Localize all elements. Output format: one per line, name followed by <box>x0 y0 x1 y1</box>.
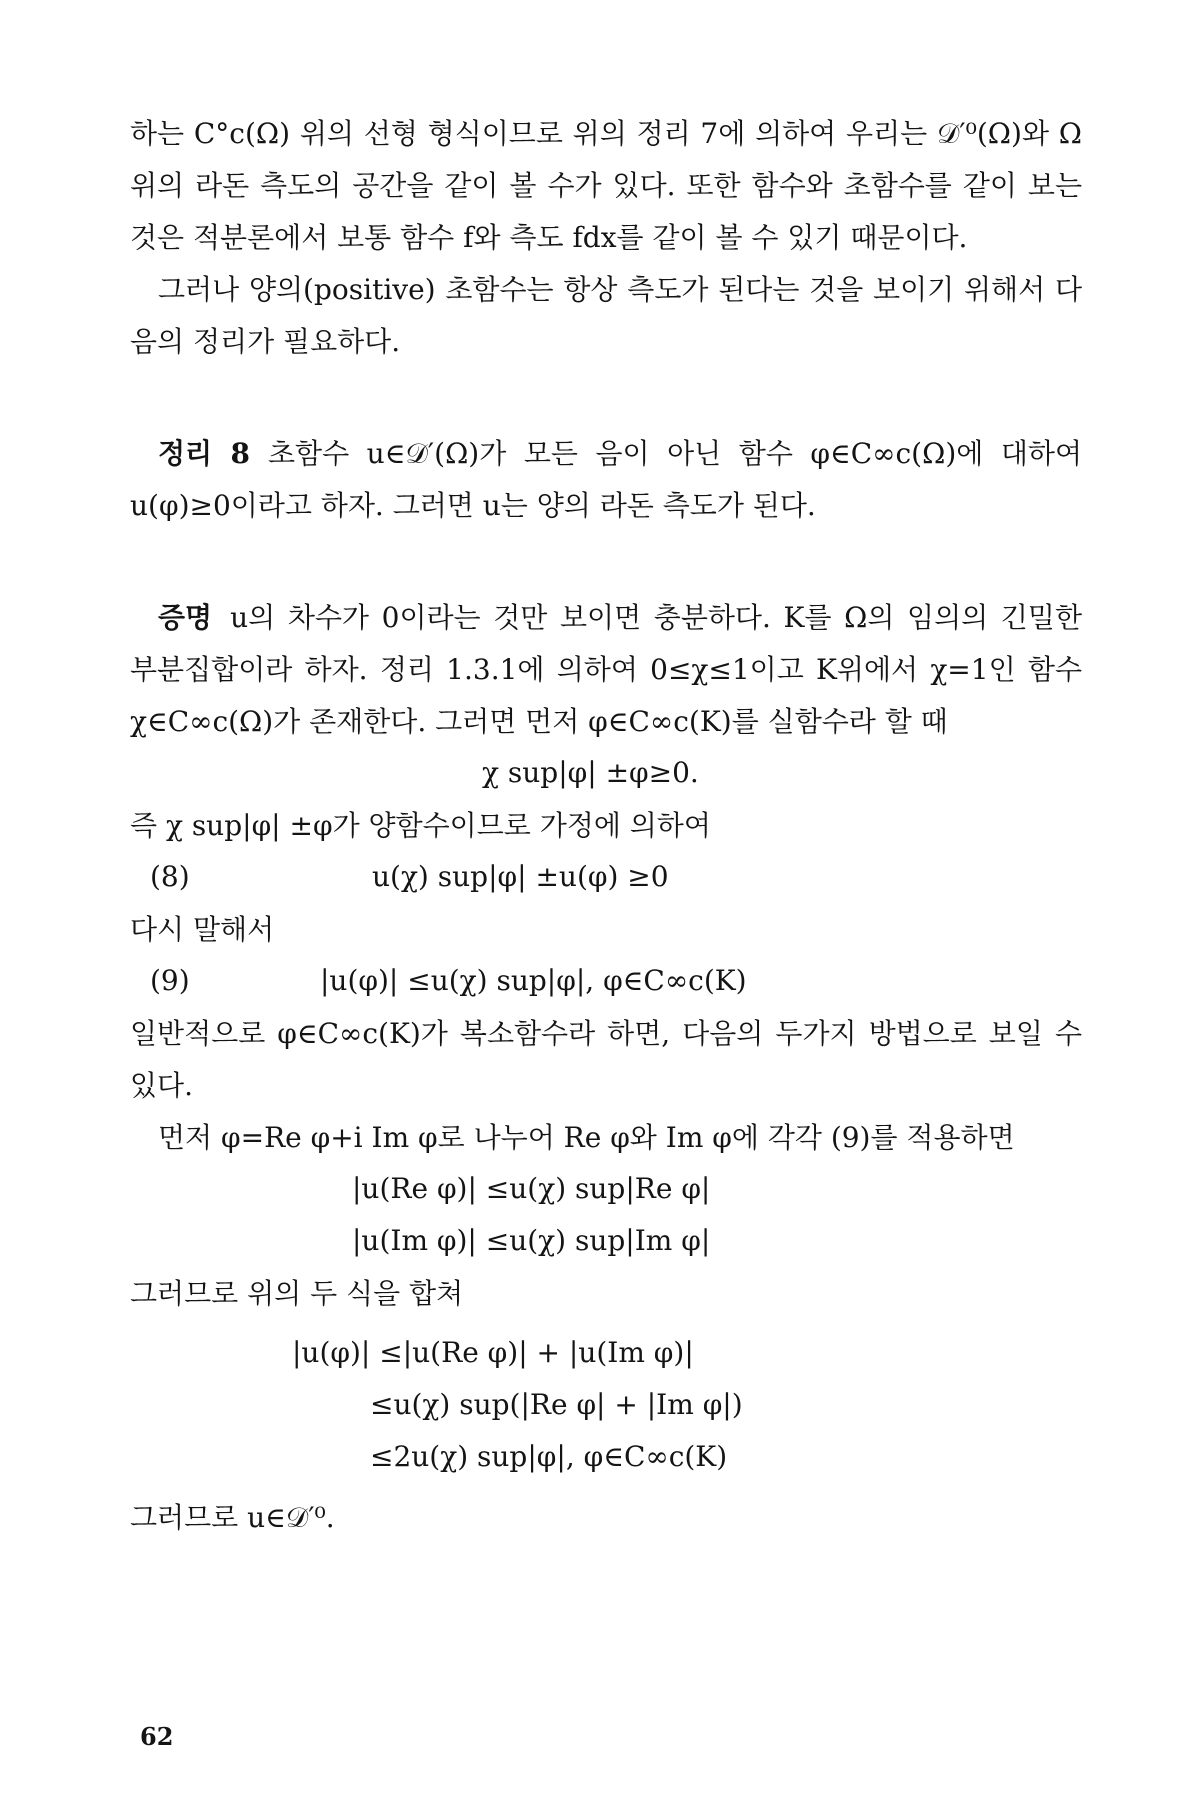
proof-text-1: u의 차수가 0이라는 것만 보이면 충분하다. K를 Ω의 임의의 긴밀한 부분집합이라 하자. 정리 1.3.1에 의하여 0≤χ≤1이고 K위에서 χ=1인 함수 χ∈C∞c(Ω)가 존재한다. 그러면 먼저 φ∈C∞c(K)를 실함수라 할 때 <box>130 601 1082 738</box>
equation-8 <box>130 852 1082 904</box>
proof-paragraph-4: 일반적으로 φ∈C∞c(K)가 복소함수라 하면, 다음의 두가지 방법으로 보일 수 있다. <box>130 1017 1082 1102</box>
proof-paragraph-1 <box>130 592 1082 748</box>
proof-conclusion: 그러므로 u∈𝒟′⁰. <box>130 1501 335 1534</box>
proof-paragraph-3: 다시 말해서 <box>130 913 275 946</box>
equation-chi-text: χ sup|φ| ±φ≥0. <box>482 756 699 789</box>
equation-9 <box>130 956 1082 1008</box>
page-number: 62 <box>140 1722 174 1751</box>
equation-sum-3-text: ≤2u(χ) sup|φ|, φ∈C∞c(K) <box>370 1440 728 1473</box>
proof-label: 증명 <box>158 601 213 634</box>
equation-9-text: |u(φ)| ≤u(χ) sup|φ|, φ∈C∞c(K) <box>320 964 747 997</box>
spacer <box>130 1484 1082 1492</box>
equation-8-number: (8) <box>150 860 190 893</box>
equation-im-text: |u(Im φ)| ≤u(χ) sup|Im φ| <box>352 1224 711 1257</box>
equation-sum-1 <box>130 1328 1082 1380</box>
equation-sum-2-text: ≤u(χ) sup(|Re φ| + |Im φ|) <box>370 1388 743 1421</box>
equation-8-text: u(χ) sup|φ| ±u(φ) ≥0 <box>372 860 669 893</box>
proof-paragraph-5: 먼저 φ=Re φ+i Im φ로 나누어 Re φ와 Im φ에 각각 (9)를 적용하면 <box>158 1121 1015 1154</box>
equation-sum-2 <box>130 1380 1082 1432</box>
proof-paragraph-2: 즉 χ sup|φ| ±φ가 양함수이므로 가정에 의하여 <box>130 809 711 842</box>
equation-chi <box>130 748 1082 800</box>
spacer <box>130 1320 1082 1328</box>
equation-sum-1-text: |u(φ)| ≤|u(Re φ)| + |u(Im φ)| <box>292 1336 694 1369</box>
intro-paragraph-2: 그러나 양의(positive) 초함수는 항상 측도가 된다는 것을 보이기 위해서 다음의 정리가 필요하다. <box>130 273 1082 358</box>
equation-re <box>130 1164 1082 1216</box>
equation-re-text: |u(Re φ)| ≤u(χ) sup|Re φ| <box>352 1172 711 1205</box>
theorem-label: 정리 8 <box>158 437 250 470</box>
theorem-text: 초함수 u∈𝒟′(Ω)가 모든 음이 아닌 함수 φ∈C∞c(Ω)에 대하여 u(φ)≥0이라고 하자. 그러면 u는 양의 라돈 측도가 된다. <box>130 437 1082 522</box>
intro-paragraph: 하는 C°c(Ω) 위의 선형 형식이므로 위의 정리 7에 의하여 우리는 𝒟′⁰(Ω)와 Ω위의 라돈 측도의 공간을 같이 볼 수가 있다. 또한 함수와 초함수를 같이 보는 것은 적분론에서 보통 함수 f와 측도 fdx를 같이 볼 수 있기 때문이다. <box>130 117 1082 254</box>
spacer <box>130 368 1082 428</box>
theorem-8 <box>130 428 1082 532</box>
equation-sum-3 <box>130 1432 1082 1484</box>
spacer <box>130 532 1082 592</box>
proof-paragraph-6: 그러므로 위의 두 식을 합쳐 <box>130 1277 464 1310</box>
equation-9-number: (9) <box>150 964 190 997</box>
equation-im <box>130 1216 1082 1268</box>
